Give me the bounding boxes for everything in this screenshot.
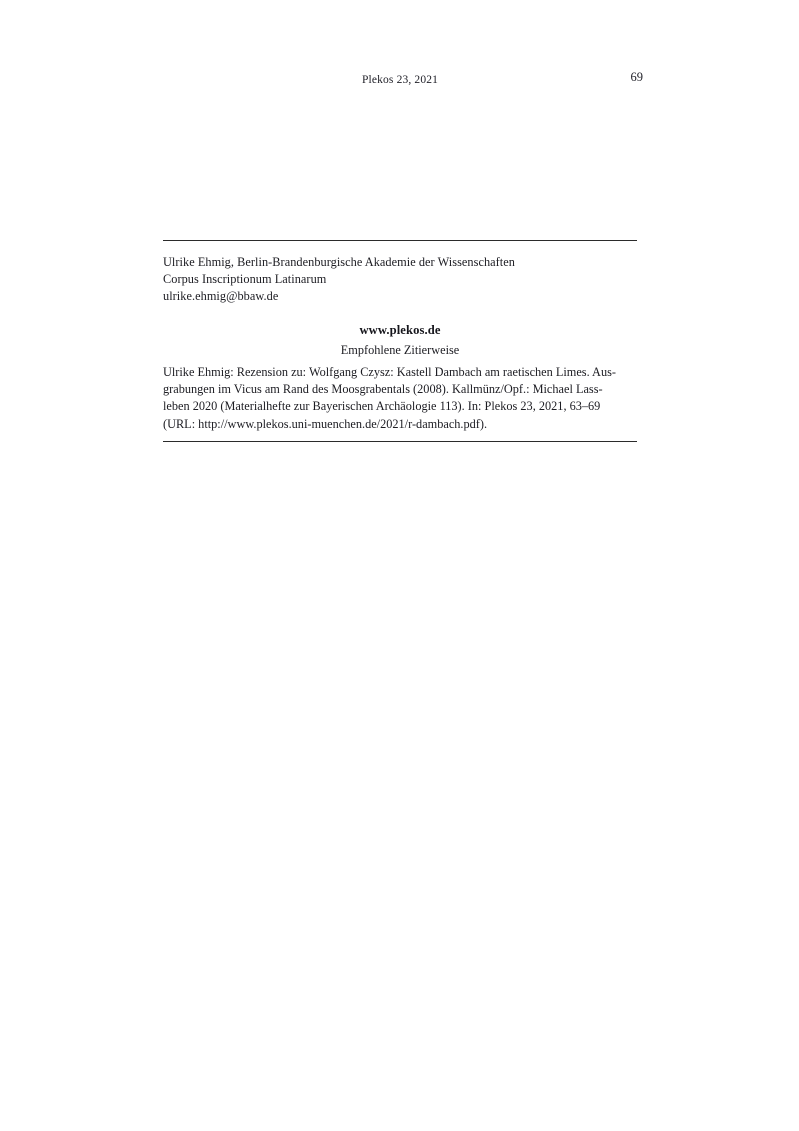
citation-line-4: (URL: http://www.plekos.uni-muenchen.de/2021/r-dambach.pdf).	[163, 416, 488, 431]
running-head	[163, 70, 643, 92]
recommended-citation	[163, 364, 637, 434]
citation-label: Empfohlene Zitierweise	[340, 342, 460, 357]
citation-line-3: leben 2020 (Materialhefte zur Bayerischen Archäologie 113). In: Plekos 23, 2021, 63–69	[163, 399, 601, 414]
journal-website: www.plekos.de	[359, 322, 441, 337]
page-number: 69	[630, 70, 643, 84]
affiliation-line-1: Ulrike Ehmig, Berlin-Brandenburgische Akademie der Wissenschaften	[163, 255, 515, 269]
horizontal-rule-bottom	[163, 441, 637, 442]
horizontal-rule-top	[163, 240, 637, 241]
affiliation-line-2: Corpus Inscriptionum Latinarum	[163, 272, 327, 287]
running-head-journal: Plekos 23, 2021	[361, 74, 439, 86]
affiliation-email: ulrike.ehmig@bbaw.de	[163, 289, 279, 304]
citation-line-1: Ulrike Ehmig: Rezension zu: Wolfgang Czysz: Kastell Dambach am raetischen Limes. Aus-	[163, 364, 616, 379]
citation-line-2: grabungen im Vicus am Rand des Moosgrabentals (2008). Kallmünz/Opf.: Michael Lass-	[163, 382, 603, 397]
author-affiliation	[163, 254, 637, 306]
colophon-block	[163, 240, 637, 442]
